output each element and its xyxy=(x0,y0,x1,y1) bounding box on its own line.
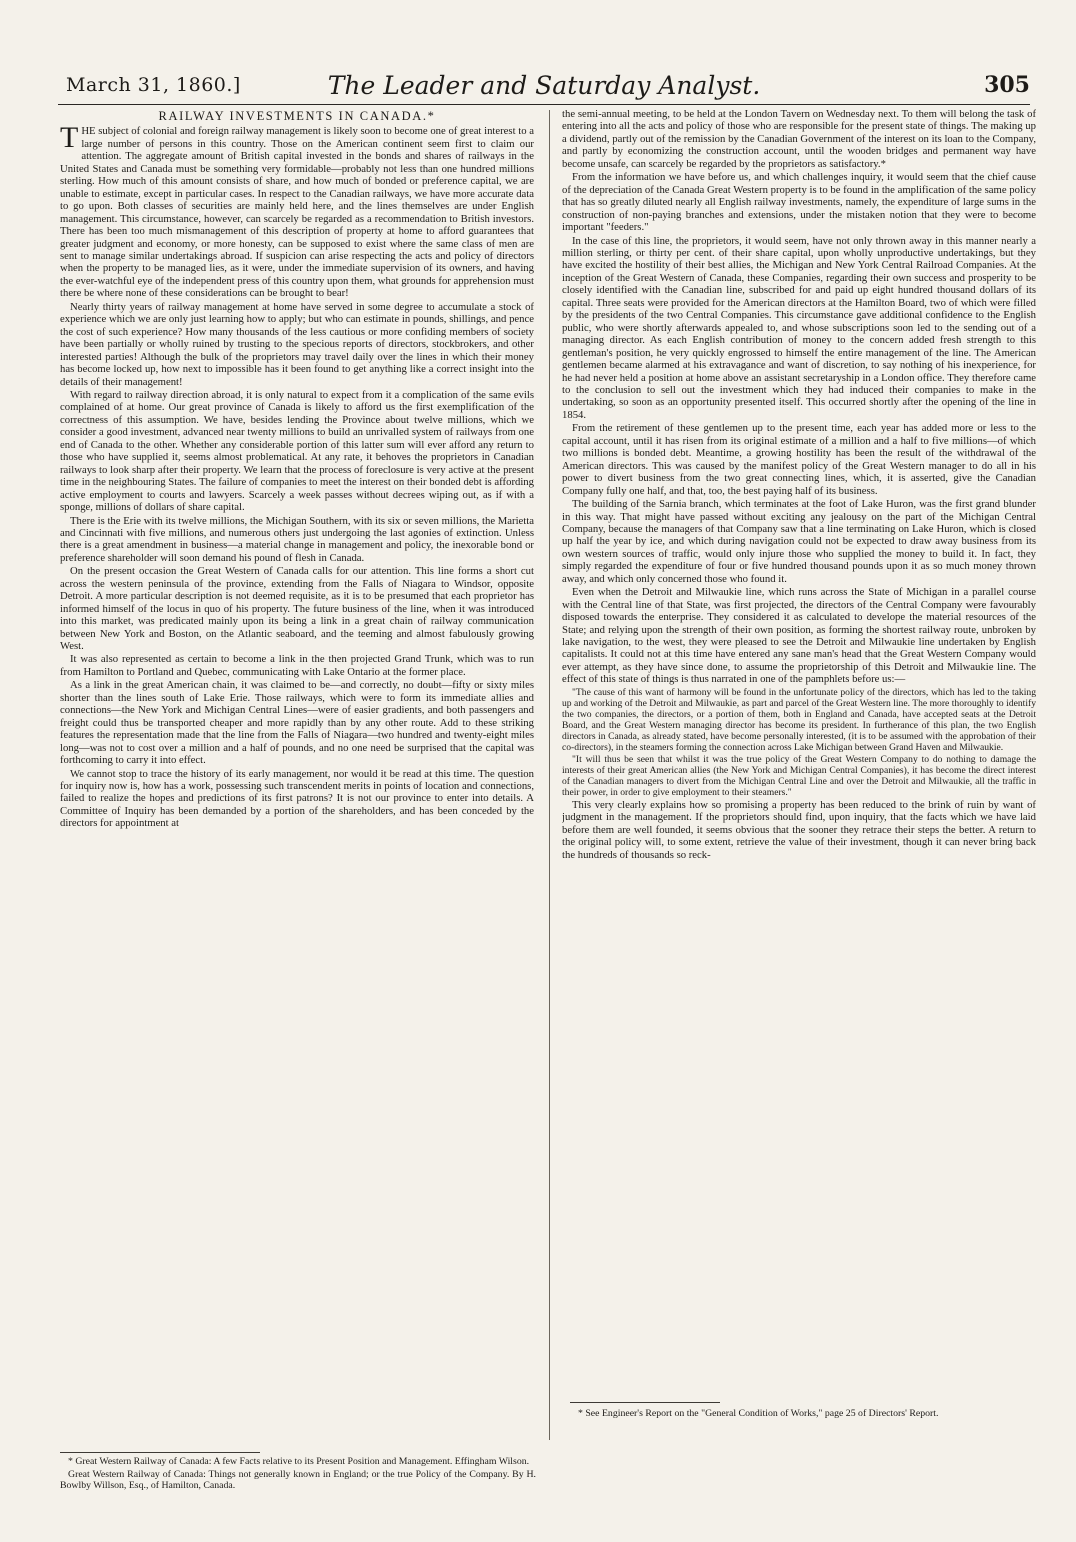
article-paragraph: As a link in the great American chain, it was claimed to be—and correctly, no doubt—fifty or sixty miles shorter than the lines south of Lake Erie. Those railways, which were to form its immediate allies and connections—the New York and Michigan Central Lines—were of easier gradients, and both passengers and freight could thus be transported cheaper and more rapidly than by any other route. Add to these striking features the representation made that the line from the Falls of Niagara—two hundred and twenty-eight miles long—was not to cost over a million and a half of pounds, and no one need be surprised that the capital was forthcoming to carry it into effect. xyxy=(60,679,534,767)
right-column xyxy=(562,108,1036,1340)
publication-title: The Leader and Saturday Analyst. xyxy=(327,71,761,100)
page-header xyxy=(58,70,1030,105)
block-quote: "It will thus be seen that whilst it was the true policy of the Great Western Company to do nothing to damage the interests of their great American allies (the New York and Michigan Central Companies), it has become the direct interest of the Canadian managers to divert from the Michigan Central Line and over the Detroit and Milwaukie, all the traffic in their power, in order to give employment to their steamers." xyxy=(562,753,1036,798)
article-paragraph: Nearly thirty years of railway management at home have served in some degree to accumulate a stock of experience which we are only just learning how to apply; but who can estimate in pounds, shillings, and pence the cost of such experience? How many thousands of the less cautious or more confiding members of society have been partially or wholly ruined by trusting to the specious reports of directors, stockbrokers, and other interested parties! Although the bulk of the proprietors may travel daily over the lines in which their money has become locked up, how next to impossible has it been found to get anything like a correct insight into the details of their management! xyxy=(60,300,534,388)
article-paragraph: This very clearly explains how so promising a property has been reduced to the brink of ruin by want of judgment in the management. If the proprietors should find, upon inquiry, that the facts which we have laid before them are well founded, it seems obvious that the sooner they retrace their steps the better. A return to the original policy will, to some extent, retrieve the value of their investment, though it can never bring back the hundreds of thousands so reck- xyxy=(562,798,1036,861)
article-paragraph: On the present occasion the Great Western of Canada calls for our attention. This line forms a short cut across the western peninsula of the province, extending from the Falls of Niagara to Windsor, opposite Detroit. A more particular description is not deemed requisite, as it is to be presumed that each proprietor has informed himself of the locus in quo of his property. The future business of the line, when it was introduced into this market, was predicated mainly upon its being a link in a great chain of railway communication between New York and Boston, on the Atlantic seaboard, and the teeming and almost fabulously growing West. xyxy=(60,565,534,653)
article-paragraph: Even when the Detroit and Milwaukie line, which runs across the State of Michigan in a parallel course with the Central line of that State, was first projected, the directors of the Central Company were favourably disposed towards the enterprise. They considered it as calculated to develope the material resources of the State; and relying upon the strength of their own position, as forming the shortest railway route, unbroken by lake navigation, to the west, they were pleased to see the Detroit and Milwaukie line undertaken by English capitalists. It could not at this time have entered any sane man's head that the Great Western Company would ever attempt, as they have since done, to assume the proprietorship of this Detroit and Milwaukie line. The effect of this state of things is thus narrated in one of the pamphlets before us:— xyxy=(562,586,1036,686)
column-divider xyxy=(549,110,550,1440)
footnote-rule xyxy=(570,1402,720,1403)
block-quote: "The cause of this want of harmony will be found in the unfortunate policy of the directors, which has led to the taking up and working of the Detroit and Milwaukie, as part and parcel of the Great Western line. The more thoroughly to identify the two companies, the directors, or a portion of them, both in England and Canada, have accepted seats at the Detroit Board, and the Great Western managing director has become its president. In furtherance of this plan, the two English directors in Canada, as already stated, have become personally interested, (it is to be assumed with the approbation of their co-directors), in the steamers forming the connection across Lake Michigan between Grand Haven and Milwaukie. xyxy=(562,686,1036,753)
first-paragraph-text: HE subject of colonial and foreign railway management is likely soon to become one of great interest to a large number of persons in this country. Those on the American continent seem first to claim our attention. The aggregate amount of British capital invested in the bonds and shares of railways in the United States and Canada must be something very formidable—probably not less than one hundred millions sterling. How much of this amount consists of share, and how much of bonded or preference capital, we are unable to estimate, except in particular cases. In respect to the Canadian railways, we have more accurate data to go upon. Both classes of securities are mainly held here, and the lines themselves are under English management. This circumstance, however, can scarcely be regarded as a recommendation to British investors. There has been too much mismanagement of this description of property at home to afford guarantees that greater judgment and economy, or more honesty, can be supposed to exist where the same class of men are sent to manage similar undertakings abroad. If suspicion can arise respecting the acts and policy of directors when the property to be managed lies, as it were, under the immediate supervision of its owners, and having the ever-watchful eye of the independent press of this country upon them, what grounds for apprehension must there be where none of these considerations can be brought to bear! xyxy=(60,125,534,300)
issue-date: March 31, 1860.] xyxy=(66,74,241,96)
article-paragraph: In the case of this line, the proprietors, it would seem, have not only thrown away in this manner nearly a million sterling, or thirty per cent. of their share capital, upon wholly unproductive undertakings, but they have excited the hostility of their best allies, the Michigan and New York Central Railroad Companies. At the inception of the Great Western of Canada, these Companies, regarding their own success and prosperity to be closely identified with the Canadian line, subscribed for and paid up eight hundred thousand dollars of its capital. Three seats were provided for the American directors at the Hamilton Board, two of which were filled by the presidents of the two Central Companies. This circumstance gave additional confidence to the English public, who were shortly afterwards appealed to, and whose subscriptions soon led to the sending out of a managing director. As each English contribution of money to the concern added fresh strength to this gentleman's position, he very quickly engrossed to himself the entire management of the line. The American gentlemen became alarmed at his extravagance and want of discretion, to say nothing of his inexperience, for he had never held a position at home above an assistant secretaryship in a London office. They therefore came to the conclusion to sell out the investment which they had induced their companies to make in the undertaking, so soon as an opportunity presented itself. This occurred shortly after the opening of the line in 1854. xyxy=(562,234,1036,421)
article-paragraph: From the information we have before us, and which challenges inquiry, it would seem that the chief cause of the depreciation of the Canada Great Western property is to be found in the amplification of the same policy that has so greatly diluted nearly all English railway investments, namely, the expenditure of large sums in the construction of non-paying branches and extensions, under the mistaken notion that they were to become important "feeders." xyxy=(562,171,1036,234)
left-column xyxy=(60,108,534,1448)
article-paragraph: It was also represented as certain to become a link in the then projected Grand Trunk, which was to run from Hamilton to Portland and Quebec, communicating with Lake Ontario at the former place. xyxy=(60,653,534,678)
article-paragraph: From the retirement of these gentlemen up to the present time, each year has added more or less to the capital account, until it has risen from its original estimate of a million and a half to five millions—of which two millions is bonded debt. Meantime, a growing hostility has been the result of the withdrawal of the American directors. This was caused by the manifest policy of the Great Western manager to do all in his power to divert business from the two great connecting lines, which, it is asserted, give the Canadian Company fully one half, and that, too, the best paying half of its business. xyxy=(562,422,1036,497)
article-paragraph: We cannot stop to trace the history of its early management, nor would it be read at this time. The question for inquiry now is, how has a work, possessing such transcendent merits in points of location and connections, failed to realize the hopes and predictions of its first patrons? It is not our province to enter into details. A Committee of Inquiry has been demanded by a portion of the shareholders, and has been conceded by the directors for appointment at xyxy=(60,767,534,830)
footnote: Great Western Railway of Canada: Things not generally known in England; or the true Policy of the Company. By H. Bowlby Willson, Esq., of Hamilton, Canada. xyxy=(60,1468,536,1491)
article-paragraph xyxy=(60,121,534,300)
right-footnote: * See Engineer's Report on the "General Condition of Works," page 25 of Directors' Report. xyxy=(578,1408,939,1419)
article-paragraph: the semi-annual meeting, to be held at the London Tavern on Wednesday next. To them will belong the task of entering into all the acts and policy of those who are responsible for the present state of things. The making up a dividend, partly out of the remission by the Canadian Government of the interest on its loan to the Company, and partly by economizing the construction account, until the wooden bridges and permanent way have become unsafe, can scarcely be regarded by the proprietors as satisfactory.* xyxy=(562,108,1036,170)
footnote-rule xyxy=(60,1452,260,1453)
article-paragraph: The building of the Sarnia branch, which terminates at the foot of Lake Huron, was the first grand blunder in this way. That might have passed without exciting any jealousy on the part of the Michigan Central Company, because the managers of that Company saw that a line terminating on Lake Huron, which is closed up half the year by ice, and which during navigation could not be expected to draw away business from its own western sources of traffic, would only injure those who supplied the money to build it. In fact, they simply regarded the expenditure of four or five hundred thousand pounds upon it as so much money thrown away, and which only concerned those who found it. xyxy=(562,498,1036,585)
page-number: 305 xyxy=(984,72,1030,98)
left-footnotes xyxy=(60,1456,536,1493)
article-paragraph: With regard to railway direction abroad, it is only natural to expect from it a complication of the same evils complained of at home. Our great province of Canada is likely to afford us the first exemplification of the correctness of this assumption. We have, besides lending the Province about twelve millions, which we consider a good investment, advanced near twenty millions to build an unrivalled system of railways from one end of Canada to the other. Whether any considerable portion of this latter sum will ever afford any return to those who have supplied it, seems almost problematical. At any rate, it behoves the proprietors in Canadian railways to look sharp after their property. We learn that the process of foreclosure is very active at the present time in the neighbouring States. The failure of companies to meet the interest on their bonded debt is affording active employment to courts and lawyers. Scarcely a week passes without decrees wiping out, as if with a sponge, millions of dollars of share capital. xyxy=(60,388,534,514)
footnote: * Great Western Railway of Canada: A few Facts relative to its Present Position and Management. Effingham Wilson. xyxy=(68,1456,530,1467)
article-title: RAILWAY INVESTMENTS IN CANADA.* xyxy=(158,109,436,123)
article-paragraph: There is the Erie with its twelve millions, the Michigan Southern, with its six or seven millions, the Marietta and Cincinnati with five millions, and numerous others just undergoing the last agonies of extinction. Unless there is a great amendment in business—a material change in management and policy, the inexorable bond or preference shareholder will soon demand his pound of flesh in Canada. xyxy=(60,514,534,564)
drop-cap: T xyxy=(60,121,79,155)
